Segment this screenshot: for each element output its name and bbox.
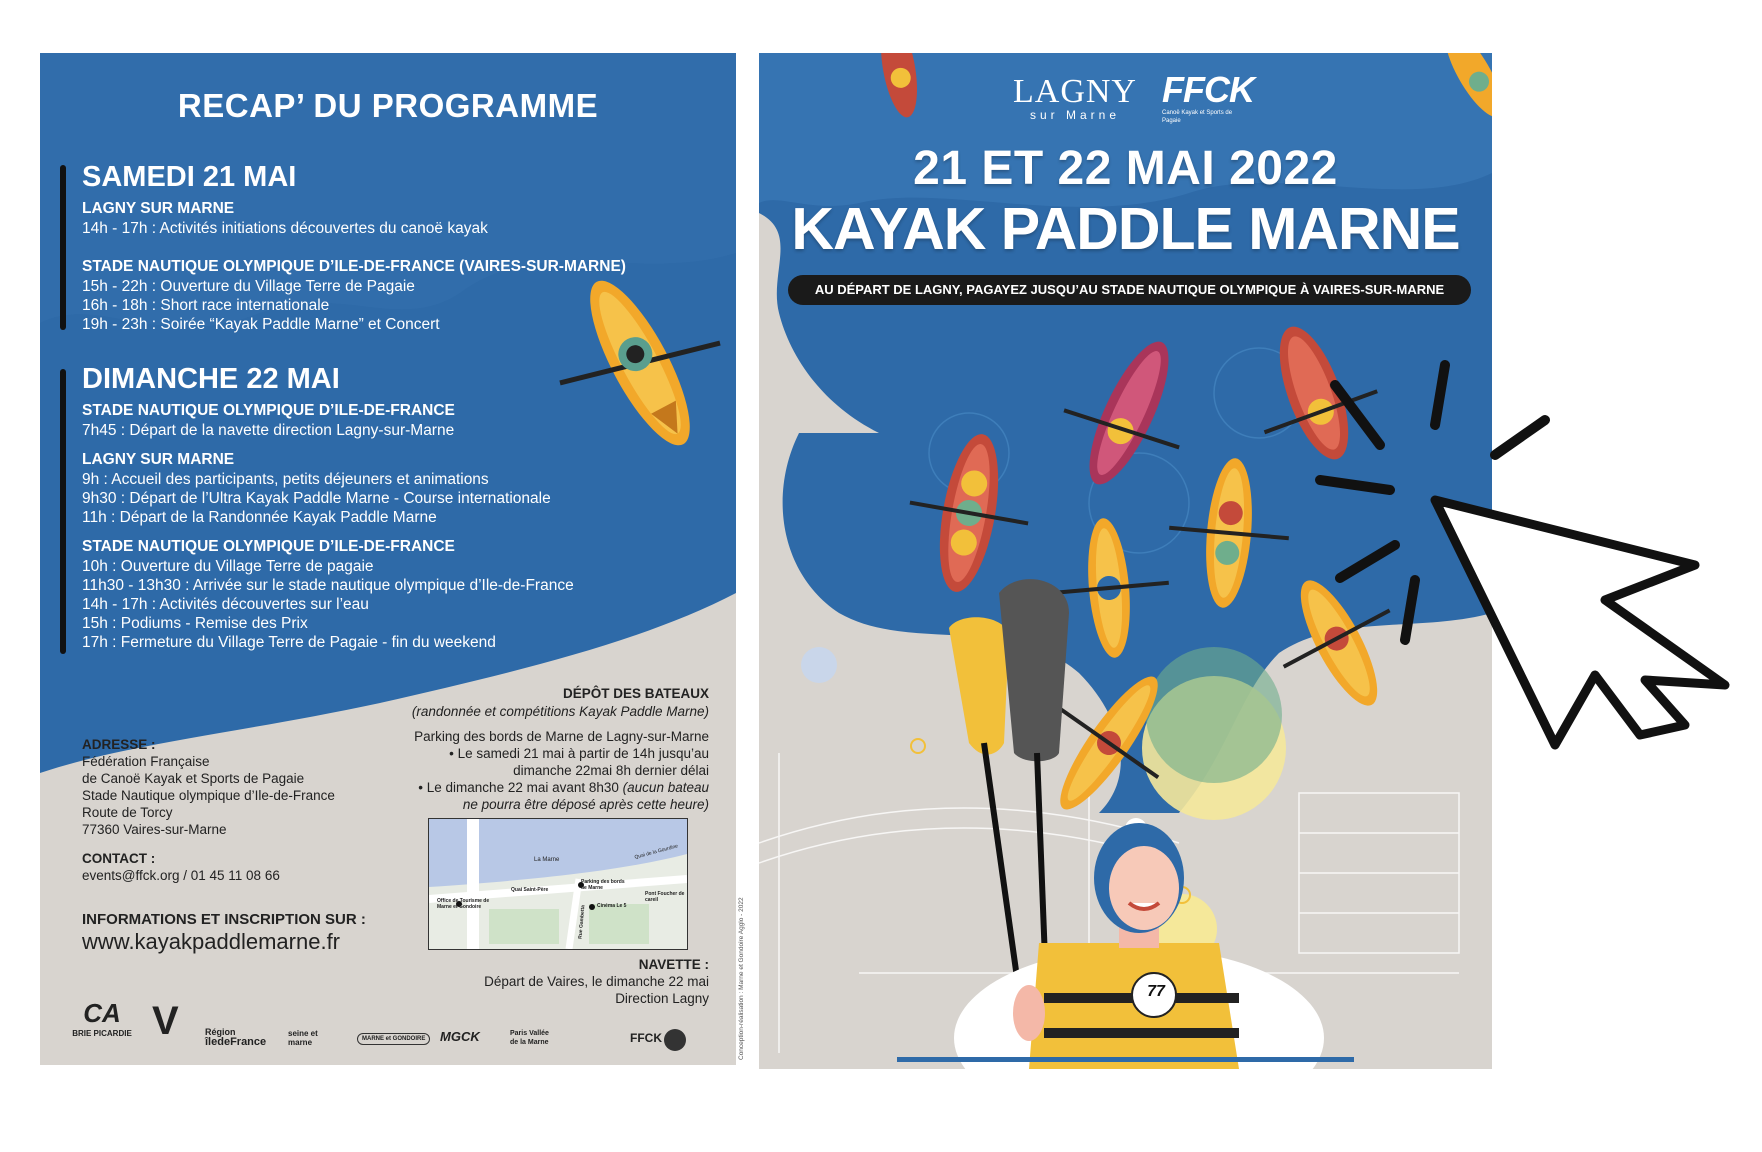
adresse-line: Route de Torcy [82,805,173,820]
depot-subtitle: (randonnée et compétitions Kayak Paddle Marne) [411,704,709,719]
lagny-logo [1013,75,1137,121]
depot-line: Parking des bords de Marne de Lagny-sur-Marne [414,729,709,744]
ca-mark-icon: CA [83,998,121,1028]
event-title: KAYAK PADDLE MARNE [791,196,1460,262]
click-cursor-icon [1295,350,1745,750]
contact-value[interactable]: events@ffck.org / 01 45 11 08 66 [82,868,280,883]
lagny-sub: sur Marne [1029,108,1120,122]
website-link[interactable]: www.kayakpaddlemarne.fr [82,929,341,954]
depot-line: • Le samedi 21 mai à partir de 14h jusqu’au [449,746,709,761]
navette-line: Départ de Vaires, le dimanche 22 mai [484,974,709,989]
sun-stade2-item: 10h : Ouverture du Village Terre de pagaie [82,558,374,575]
sun-lagny-label: LAGNY SUR MARNE [82,451,235,468]
sponsor-name: Paris Vallée de la Marne [510,1030,549,1046]
contact-label: CONTACT : [82,851,156,866]
v-logo-icon: V [152,999,179,1043]
map-cinema: Cinéma Le 5 [597,903,627,909]
bib-number: 77 [1147,983,1165,1000]
sat-lagny-item: 14h - 17h : Activités initiations découvertes du canoë kayak [82,220,488,237]
depot-line: • Le dimanche 22 mai avant 8h30 [418,780,619,795]
sponsor-name: îledeFrance [205,1036,267,1048]
saturday-heading: SAMEDI 21 MAI [82,161,297,193]
saturday-bar [60,165,66,330]
depot-line: dimanche 22mai 8h dernier délai [513,763,709,778]
event-banner: AU DÉPART DE LAGNY, PAGAYEZ JUSQU’AU STADE NAUTIQUE OLYMPIQUE À VAIRES-SUR-MARNE [788,275,1471,305]
sun-lagny-item: 9h30 : Départ de l’Ultra Kayak Paddle Marne - Course internationale [82,490,551,507]
credit-agricole-logo [68,998,136,1043]
sponsor-name: Région [205,1027,236,1037]
lagny-name: LAGNY [1013,73,1137,110]
depot-note2: ne pourra être déposé après cette heure) [462,797,709,812]
sponsor-name: MGCK [440,1029,480,1044]
sponsor-round-logo-icon [664,1029,686,1051]
sun-stade2-item: 17h : Fermeture du Village Terre de Pagaie - fin du weekend [82,634,496,651]
region-logo [205,1027,266,1047]
map-drawing [429,819,687,949]
depot-note: (aucun bateau [622,780,709,795]
adresse-label: ADRESSE : [82,737,156,752]
sat-stade-item: 16h - 18h : Short race internationale [82,297,330,314]
map-quai2: Quai Saint-Père [511,887,549,893]
sat-stade-item: 15h - 22h : Ouverture du Village Terre de Pagaie [82,278,415,295]
sun-stade2-label: STADE NAUTIQUE OLYMPIQUE D’ILE-DE-FRANCE [82,538,455,555]
sat-stade-item: 19h - 23h : Soirée “Kayak Paddle Marne” et Concert [82,316,440,333]
adresse-line: Fédération Française [82,754,210,769]
navette-line: Direction Lagny [615,991,709,1006]
ffck-sub: Canoë Kayak et Sports de Pagaie [1162,110,1233,124]
depot-line-sunday [418,779,709,797]
info-label: INFORMATIONS ET INSCRIPTION SUR : [82,911,366,928]
map-pont: Pont Foucher de careil [645,891,685,903]
map-quai: Quai de la Gourdine [633,843,679,861]
sat-lagny-label: LAGNY SUR MARNE [82,200,235,217]
sun-stade2-item: 15h : Podiums - Remise des Prix [82,615,308,632]
sun-stade-item: 7h45 : Départ de la navette direction Lagny-sur-Marne [82,422,455,439]
map-office: Office de Tourisme de Marne et Gondoire [437,898,490,910]
sun-stade2-item: 14h - 17h : Activités découvertes sur l’eau [82,596,369,613]
sun-stade2-item: 11h30 - 13h30 : Arrivée sur le stade nautique olympique d’Ile-de-France [82,577,574,594]
ffck-name: FFCK [1162,69,1254,110]
ffck-logo [1162,71,1254,125]
sponsor-name: MARNE et GONDOIRE [357,1033,430,1045]
sunday-bar [60,369,66,654]
map-rue: Rue Gambetta [577,904,587,940]
sat-stade-label: STADE NAUTIQUE OLYMPIQUE D’ILE-DE-FRANCE (VAIRES-SUR-MARNE) [82,258,626,275]
sun-stade-label: STADE NAUTIQUE OLYMPIQUE D’ILE-DE-FRANCE [82,402,455,419]
location-map[interactable] [428,818,688,950]
sunday-heading: DIMANCHE 22 MAI [82,363,340,395]
sponsor-name: BRIE PICARDIE [72,1029,132,1038]
sun-lagny-item: 9h : Accueil des participants, petits déjeuners et animations [82,471,489,488]
map-river: La Marne [534,857,560,863]
adresse-line: Stade Nautique olympique d’Ile-de-France [82,788,335,803]
sponsor-name: FFCK [630,1031,662,1045]
event-dates: 21 ET 22 MAI 2022 [913,142,1338,195]
adresse-line: 77360 Vaires-sur-Marne [82,822,227,837]
sponsor-name: seine et marne [288,1029,318,1047]
adresse-line: de Canoë Kayak et Sports de Pagaie [82,771,305,786]
sun-lagny-item: 11h : Départ de la Randonnée Kayak Paddle Marne [82,509,437,526]
navette-label: NAVETTE : [638,957,709,972]
credit-text: Conception-réalisation : Marne et Gondoire Agglo - 2022 [738,897,745,1060]
program-title: RECAP’ DU PROGRAMME [177,87,599,124]
depot-title: DÉPÔT DES BATEAUX [562,686,709,701]
program-flyer [40,53,736,1065]
map-parking: Parking des bords de Marne [581,879,625,891]
paddler-character [954,823,1324,1069]
